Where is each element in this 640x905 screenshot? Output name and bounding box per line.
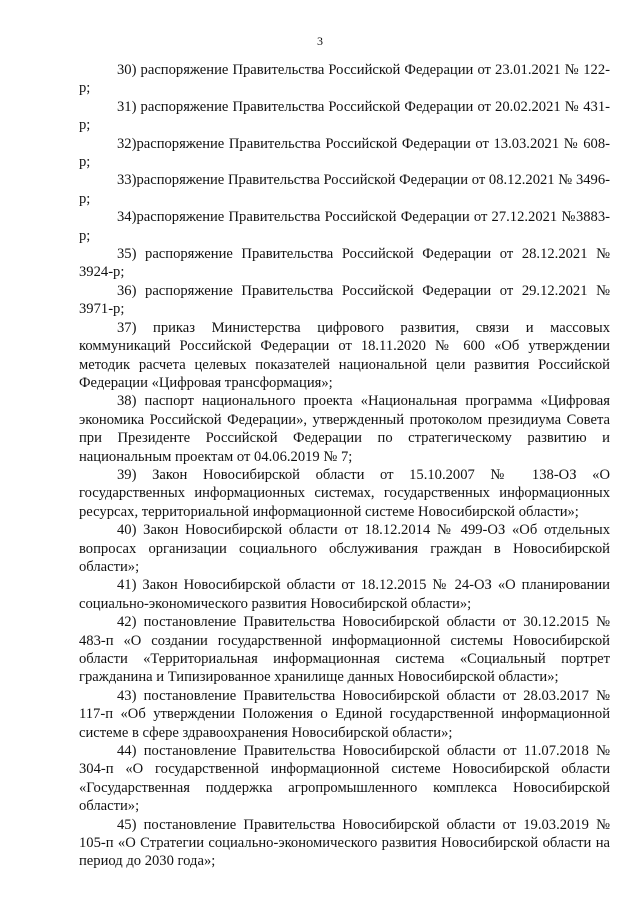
page-number: 3 [317,34,323,48]
list-item-34: 34)распоряжение Правительства Российской Федерации от 27.12.2021 №3883-р; [79,209,610,244]
list-item-33: 33)распоряжение Правительства Российской Федерации от 08.12.2021 № 3496-р; [79,172,610,207]
list-item-45: 45) постановление Правительства Новосибирской области от 19.03.2019 № 105-п «О Стратегии социально-экономического развития Новосибирской области на период до 2030 года»; [79,816,610,870]
list-item-38: 38) паспорт национального проекта «Национальная программа «Цифровая экономика Российской Федерации», утвержденный протоколом президиума Совета при Президенте Российской Федерации по стратегическому развитию и национальным проектам от 04.06.2019 № 7; [79,393,610,465]
list-item-36: 36) распоряжение Правительства Российской Федерации от 29.12.2021 № 3971-р; [79,282,610,318]
list-item-39: 39) Закон Новосибирской области от 15.10.2007 № 138-ОЗ «О государственных информационных системах, государственных информационных ресурсах, территориальной информационной системе Новосибирской области»; [79,466,610,520]
list-item-30: 30) распоряжение Правительства Российской Федерации от 23.01.2021 № 122-р; [79,62,610,97]
list-item-41: 41) Закон Новосибирской области от 18.12.2015 № 24-ОЗ «О планировании социально-экономического развития Новосибирской области»; [79,577,610,612]
list-item-35: 35) распоряжение Правительства Российской Федерации от 28.12.2021 № 3924-р; [79,246,610,281]
list-item-32: 32)распоряжение Правительства Российской Федерации от 13.03.2021 № 608-р; [79,135,610,171]
list-item-40: 40) Закон Новосибирской области от 18.12.2014 № 499-ОЗ «Об отдельных вопросах организации социального обслуживания граждан в Новосибирской области»; [79,522,610,575]
list-item-37: 37) приказ Министерства цифрового развития, связи и массовых коммуникаций Российской Федерации от 18.11.2020 № 600 «Об утверждении методик расчета целевых показателей национальной цели развития Российской Федерации «Цифровая трансформация»; [79,319,610,391]
list-item-43: 43) постановление Правительства Новосибирской области от 28.03.2017 № 117-п «Об утверждении Положения о Единой государственной информационной системе в сфере здравоохранения Новосибирской области»; [79,687,610,741]
list-item-44: 44) постановление Правительства Новосибирской области от 11.07.2018 № 304-п «О государственной информационной системе Новосибирской области «Государственная поддержка агропромышленного комплекса Новосибирской области»; [79,743,610,815]
document-body [79,61,610,871]
list-item-31: 31) распоряжение Правительства Российской Федерации от 20.02.2021 № 431-р; [79,98,610,134]
list-item-42: 42) постановление Правительства Новосибирской области от 30.12.2015 № 483-п «О создании государственной информационной системы Новосибирской области «Территориальная информационная система «Социальный портрет гражданина и Типизированное хранилище данных Новосибирской области»; [79,614,610,686]
